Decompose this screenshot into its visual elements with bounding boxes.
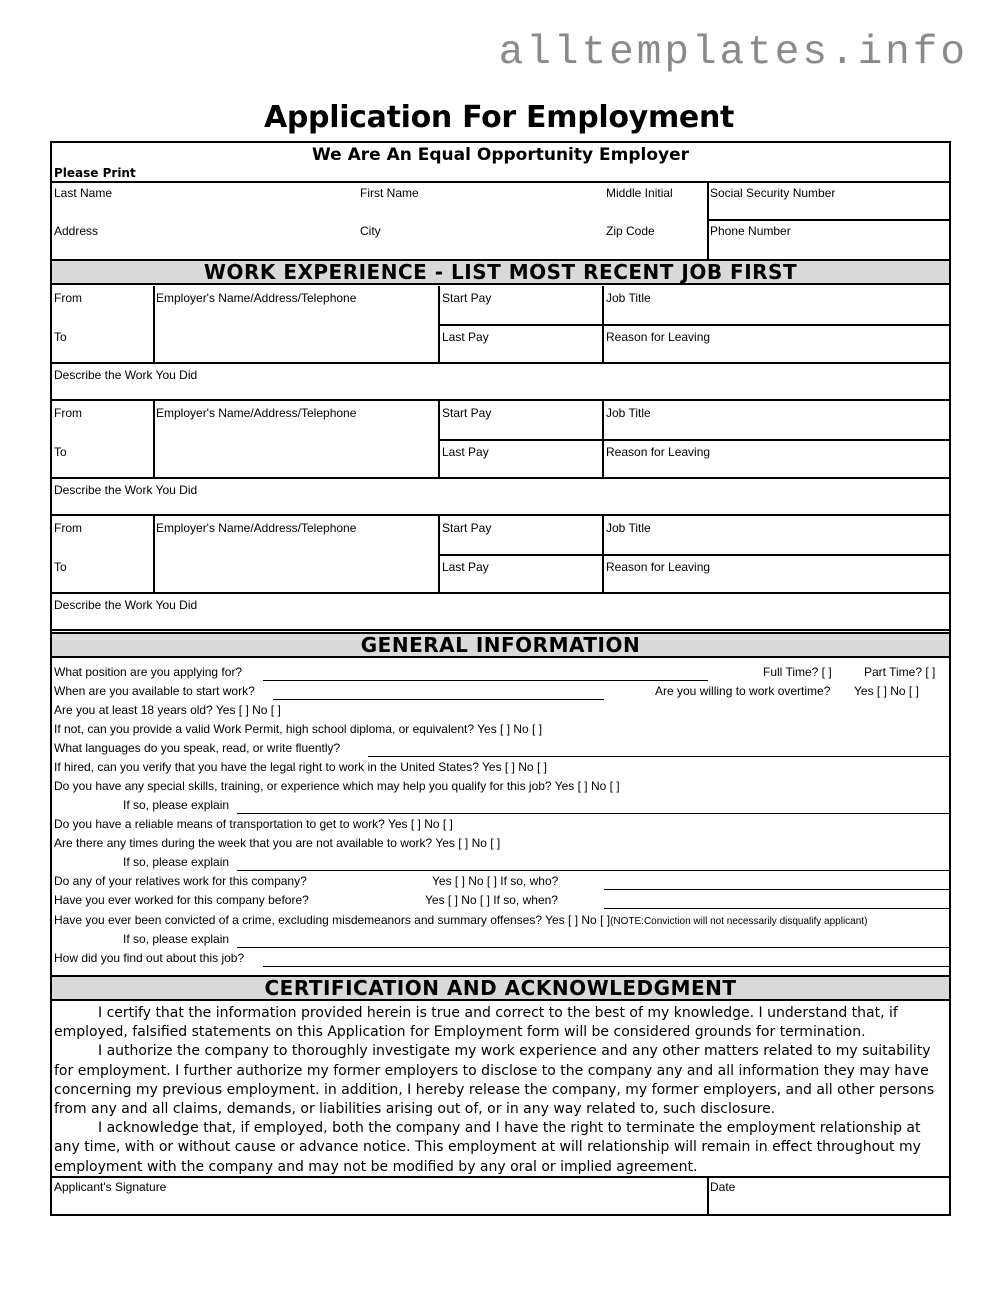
start-pay-field[interactable]: Start Pay [442,291,492,305]
skills-explain-label: If so, please explain [123,798,230,812]
divider [52,514,949,516]
divider [438,554,949,556]
skills-explain-line[interactable] [237,813,949,814]
times-explain-line[interactable] [237,870,949,871]
from-date-field[interactable]: From [54,406,82,420]
available-question: When are you available to start work? [54,684,255,698]
worked-when-line[interactable] [604,908,949,909]
available-input-line[interactable] [273,699,604,700]
conviction-explain-line[interactable] [237,947,949,948]
middle-initial-field[interactable]: Middle Initial [606,186,673,200]
please-print-label: Please Print [54,166,136,180]
age-question[interactable]: Are you at least 18 years old? Yes [ ] No [ ] [54,703,281,717]
city-field[interactable]: City [360,224,381,238]
describe-work-field[interactable]: Describe the Work You Did [54,368,198,382]
last-pay-field[interactable]: Last Pay [442,330,489,344]
certification-paragraph: I certify that the information provided herein is true and correct to the best of my knowledge. I understand that, if employed, falsified statements on this Application for Employment form will be considered grounds for termination. [54,1005,898,1041]
work-experience-heading: WORK EXPERIENCE - LIST MOST RECENT JOB FIRST [52,259,949,285]
languages-question: What languages do you speak, read, or write fluently? [54,741,341,755]
divider [707,219,949,221]
full-time-checkbox[interactable]: Full Time? [ ] [763,665,832,679]
watermark: alltemplates.info [498,30,968,76]
overtime-yes-no[interactable]: Yes [ ] No [ ] [854,684,919,698]
divider [438,324,949,326]
permit-question[interactable]: If not, can you provide a valid Work Permit, high school diploma, or equivalent? Yes [ ] No [ ] [54,722,543,736]
worked-before-yes-no[interactable]: Yes [ ] No [ ] If so, when? [425,893,558,907]
divider [707,1176,709,1214]
reason-for-leaving-field[interactable]: Reason for Leaving [606,445,711,459]
divider [52,399,949,401]
times-explain-label: If so, please explain [123,855,230,869]
find-out-question: How did you find out about this job? [54,951,245,965]
to-date-field[interactable]: To [54,445,67,459]
certification-heading: CERTIFICATION AND ACKNOWLEDGMENT [52,975,949,1001]
from-date-field[interactable]: From [54,521,82,535]
date-field[interactable]: Date [710,1180,736,1194]
first-name-field[interactable]: First Name [360,186,419,200]
equal-opportunity-subtitle: We Are An Equal Opportunity Employer [312,145,689,165]
describe-work-field[interactable]: Describe the Work You Did [54,483,198,497]
employer-info-field[interactable]: Employer's Name/Address/Telephone [156,521,357,535]
from-date-field[interactable]: From [54,291,82,305]
employer-info-field[interactable]: Employer's Name/Address/Telephone [156,406,357,420]
applicant-signature-field[interactable]: Applicant's Signature [54,1180,167,1194]
certification-paragraph: I acknowledge that, if employed, both the company and I have the right to terminate the employment relationship at any time, with or without cause or advance notice. This employment at will relationship will remain in effect throughout my employment with the company and may not be modified by any oral or implied agreement. [54,1120,921,1175]
divider [52,181,949,183]
divider [153,401,155,478]
start-pay-field[interactable]: Start Pay [442,521,492,535]
relatives-yes-no[interactable]: Yes [ ] No [ ] If so, who? [432,874,559,888]
position-input-line[interactable] [263,680,708,681]
employer-info-field[interactable]: Employer's Name/Address/Telephone [156,291,357,305]
phone-number-field[interactable]: Phone Number [710,224,791,238]
conviction-note: (NOTE:Conviction will not necessarily disqualify applicant) [610,916,868,927]
start-pay-field[interactable]: Start Pay [442,406,492,420]
address-field[interactable]: Address [54,224,99,238]
general-information-heading: GENERAL INFORMATION [52,632,949,658]
part-time-checkbox[interactable]: Part Time? [ ] [864,665,936,679]
divider [153,286,155,363]
application-form [50,141,951,1216]
worked-before-question: Have you ever worked for this company before? [54,893,309,907]
divider [153,516,155,593]
last-pay-field[interactable]: Last Pay [442,445,489,459]
to-date-field[interactable]: To [54,560,67,574]
overtime-question: Are you willing to work overtime? [655,684,831,698]
last-pay-field[interactable]: Last Pay [442,560,489,574]
divider [52,362,949,364]
reason-for-leaving-field[interactable]: Reason for Leaving [606,560,711,574]
to-date-field[interactable]: To [54,330,67,344]
conviction-text: Have you ever been convicted of a crime, excluding misdemeanors and summary offenses? Yes [ ] No [ ] [54,913,611,927]
legal-right-question[interactable]: If hired, can you verify that you have the legal right to work in the United States? Yes [ ] No [ ] [54,760,547,774]
languages-input-line[interactable] [368,756,949,757]
last-name-field[interactable]: Last Name [54,186,113,200]
certification-text [54,1004,949,1177]
divider [438,439,949,441]
divider [52,629,949,631]
divider [52,477,949,479]
find-out-line[interactable] [263,966,949,967]
job-title-field[interactable]: Job Title [606,406,651,420]
job-title-field[interactable]: Job Title [606,291,651,305]
divider [52,1176,949,1178]
divider [52,592,949,594]
relatives-question: Do any of your relatives work for this company? [54,874,307,888]
transport-question[interactable]: Do you have a reliable means of transportation to get to work? Yes [ ] No [ ] [54,817,453,831]
certification-paragraph: I authorize the company to thoroughly investigate my work experience and any other matters related to my suitability for employment. I further authorize my former employers to disclose to the company any and all information they may have concerning my previous employment. in addition, I hereby release the company, my former employers, and all other persons from any and all claims, demands, or liabilities arising out of, or in any way related to, such disclosure. [54,1043,935,1118]
position-question: What position are you applying for? [54,665,243,679]
reason-for-leaving-field[interactable]: Reason for Leaving [606,330,711,344]
relatives-who-line[interactable] [604,889,949,890]
conviction-question[interactable] [54,913,867,929]
ssn-field[interactable]: Social Security Number [710,186,836,200]
describe-work-field[interactable]: Describe the Work You Did [54,598,198,612]
job-title-field[interactable]: Job Title [606,521,651,535]
page-title: Application For Employment [263,100,735,135]
zip-code-field[interactable]: Zip Code [606,224,655,238]
conviction-explain-label: If so, please explain [123,932,230,946]
availability-times-question[interactable]: Are there any times during the week that you are not available to work? Yes [ ] No [ ] [54,836,501,850]
skills-question[interactable]: Do you have any special skills, training, or experience which may help you qualify for this job? Yes [ ] No [ ] [54,779,620,793]
